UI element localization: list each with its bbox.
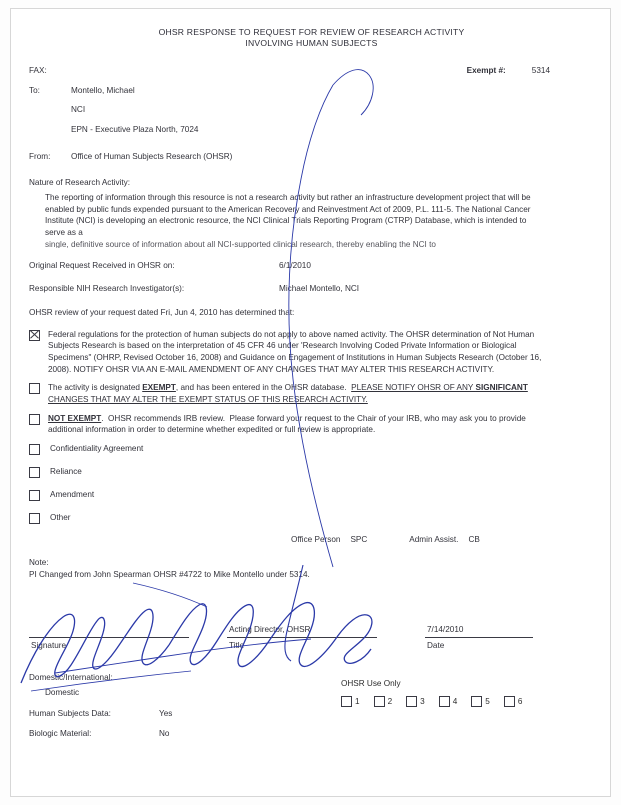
human-subjects-label: Human Subjects Data:: [29, 708, 111, 718]
biologic-material-label: Biologic Material:: [29, 728, 92, 738]
ohsr-use-number-6: 6: [517, 696, 523, 706]
checkbox-label-confidentiality-agreement: Confidentiality Agreement: [50, 443, 144, 453]
document-content: [29, 27, 594, 788]
document-sheet: [10, 8, 611, 797]
domestic-label: Domestic/International:: [29, 673, 113, 683]
checkbox-label-not-exempt: NOT EXEMPT. OHSR recommends IRB review. Please forward your request to the Chair of your IRB, who may ask you to provide additional information in order to determine whether expedited or full review is appropriate.: [48, 413, 526, 435]
from-value: Office of Human Subjects Research (OHSR): [71, 152, 233, 161]
determination-checklist: [29, 329, 594, 524]
document-title: [29, 27, 594, 50]
nature-text: The reporting of information through this resource is not a research activity but rather an infrastructure development project that will be enabled by public funds expended pursuant to the American Recovery and Reinvestment Act of 2009, P.L. 111-5. The National Cancer Institute (NCI) is developing an electronic resource, the NCI Clinical Trials Reporting Program (CTRP) Database, which is intended to serve as a: [45, 192, 531, 238]
title-rule: [227, 637, 377, 638]
checkbox-row-other[interactable]: [29, 512, 594, 524]
ohsr-use-checkbox-2[interactable]: [374, 695, 393, 707]
checkbox-reliance[interactable]: [29, 467, 40, 478]
checkbox-label-exempt: The activity is designated EXEMPT, and has been entered in the OHSR database. PLEASE NOTIFY OHSR OF ANY SIGNIFICANT CHANGES THAT MAY ALTER THE EXEMPT STATUS OF THIS RESEARCH ACTIVITY.: [48, 383, 528, 404]
to-address-spacer: [29, 125, 71, 136]
checkbox-row-not-exempt[interactable]: [29, 413, 594, 436]
checkbox-row-not-human-subjects-research[interactable]: [29, 329, 594, 376]
admin-assist-value: CB: [468, 534, 480, 544]
recipient-block: [29, 86, 594, 136]
review-determination-line: OHSR review of your request dated Fri, Jun 4, 2010 has determined that:: [29, 307, 295, 317]
to-label: To:: [29, 85, 40, 95]
to-address: EPN - Executive Plaza North, 7024: [71, 125, 199, 135]
ohsr-use-number-4: 4: [452, 696, 458, 706]
checkbox-row-confidentiality-agreement[interactable]: [29, 443, 594, 455]
exempt-label: Exempt #:: [466, 65, 506, 75]
date-rule: [425, 637, 533, 638]
checkbox-confidentiality-agreement[interactable]: [29, 444, 40, 455]
title-line-2: INVOLVING HUMAN SUBJECTS: [245, 38, 378, 49]
original-request-label: Original Request Received in OHSR on:: [29, 261, 175, 271]
checkbox-label-not-human-subjects-research: Federal regulations for the protection of human subjects do not apply to above named activity. The OHSR determination of Not Human Subjects Research is based on the interpretation of 45 CFR 46 under 'Research Involving Coded Private Information or Biological Specimens" (OHRP, Revised October 16, 2008) and Guidance on Engagement of Institutions in Human Subjects Research (October 16, 2008). NOTIFY OHSR VIA AN E-MAIL AMENDMENT OF ANY CHANGES THAT MAY ALTER THIS RESEARCH ACTIVITY.: [48, 329, 542, 374]
to-row: [29, 86, 594, 97]
fax-label: FAX:: [29, 65, 47, 75]
ohsr-use-checkbox-4[interactable]: [439, 695, 458, 707]
note-text: PI Changed from John Spearman OHSR #4722 to Mike Montello under 5314.: [29, 570, 310, 580]
original-request-value: 6/1/2010: [279, 261, 311, 271]
office-person-label: Office Person: [291, 534, 341, 544]
ohsr-use-box-5[interactable]: [471, 696, 482, 707]
nature-label: Nature of Research Activity:: [29, 177, 131, 187]
checkbox-row-reliance[interactable]: [29, 466, 594, 478]
checkbox-exempt[interactable]: [29, 383, 40, 394]
checkbox-label-amendment: Amendment: [50, 489, 95, 499]
human-subjects-row: [29, 709, 594, 720]
to-org-row: [29, 105, 594, 116]
ohsr-use-checkbox-6[interactable]: [504, 695, 523, 707]
to-name: Montello, Michael: [71, 85, 135, 95]
exempt-number-group: [467, 66, 594, 77]
original-request-row: [29, 261, 594, 272]
nature-section: [29, 178, 594, 248]
ohsr-use-checkbox-1[interactable]: [341, 695, 360, 707]
title-caption: Title: [229, 641, 245, 651]
biologic-material-row: [29, 729, 594, 740]
ohsr-use-box-4[interactable]: [439, 696, 450, 707]
checkbox-amendment[interactable]: [29, 490, 40, 501]
ohsr-use-box-6[interactable]: [504, 696, 515, 707]
ohsr-use-only-checkboxes: [341, 695, 522, 707]
ohsr-use-box-1[interactable]: [341, 696, 352, 707]
note-label: Note:: [29, 557, 49, 567]
from-row: [29, 152, 594, 163]
exempt-value: 5314: [531, 65, 550, 75]
human-subjects-value: Yes: [159, 708, 173, 718]
title-value: Acting Director, OHSR: [229, 625, 311, 635]
admin-assist-group: [409, 535, 480, 546]
ohsr-use-number-2: 2: [387, 696, 393, 706]
to-org-spacer: [29, 105, 71, 116]
note-section: [29, 558, 594, 582]
date-value: 7/14/2010: [427, 625, 464, 635]
admin-assist-label: Admin Assist.: [409, 534, 459, 544]
nature-text-clipped: single, definitive source of information about all NCI-supported clinical research, thereby enabling the NCI to: [45, 240, 436, 249]
ohsr-use-box-3[interactable]: [406, 696, 417, 707]
signature-rule: [29, 637, 189, 638]
checkbox-not-exempt[interactable]: [29, 414, 40, 425]
checkbox-other[interactable]: [29, 513, 40, 524]
ohsr-use-number-1: 1: [355, 696, 360, 706]
title-line-1: OHSR RESPONSE TO REQUEST FOR REVIEW OF RESEARCH ACTIVITY: [158, 27, 465, 37]
investigator-row: [29, 284, 594, 295]
checkbox-row-exempt[interactable]: [29, 382, 594, 405]
ohsr-use-only-block: [341, 679, 522, 707]
officer-row: [29, 535, 594, 546]
date-caption: Date: [427, 641, 445, 651]
biologic-material-value: No: [159, 728, 170, 738]
fax-row: [29, 66, 594, 77]
checkbox-not-human-subjects-research[interactable]: [29, 330, 40, 341]
ohsr-use-only-label: OHSR Use Only: [341, 679, 401, 688]
office-person-group: [291, 535, 367, 546]
checkbox-row-amendment[interactable]: [29, 489, 594, 501]
to-org: NCI: [71, 105, 86, 115]
investigator-value: Michael Montello, NCI: [279, 284, 360, 294]
office-person-value: SPC: [350, 534, 368, 544]
signature-area: [29, 619, 594, 659]
to-address-row: [29, 125, 594, 136]
ohsr-use-checkbox-5[interactable]: [471, 695, 490, 707]
ohsr-use-box-2[interactable]: [374, 696, 385, 707]
ohsr-use-checkbox-3[interactable]: [406, 695, 425, 707]
investigator-label: Responsible NIH Research Investigator(s):: [29, 284, 185, 294]
checkbox-label-other: Other: [50, 512, 71, 522]
from-label: From:: [29, 152, 51, 161]
nature-body: [29, 192, 594, 249]
ohsr-use-number-5: 5: [485, 696, 490, 706]
checkbox-label-reliance: Reliance: [50, 466, 82, 476]
signature-caption: Signature: [31, 641, 67, 651]
ohsr-use-number-3: 3: [420, 696, 425, 706]
domestic-value: Domestic: [45, 688, 80, 698]
